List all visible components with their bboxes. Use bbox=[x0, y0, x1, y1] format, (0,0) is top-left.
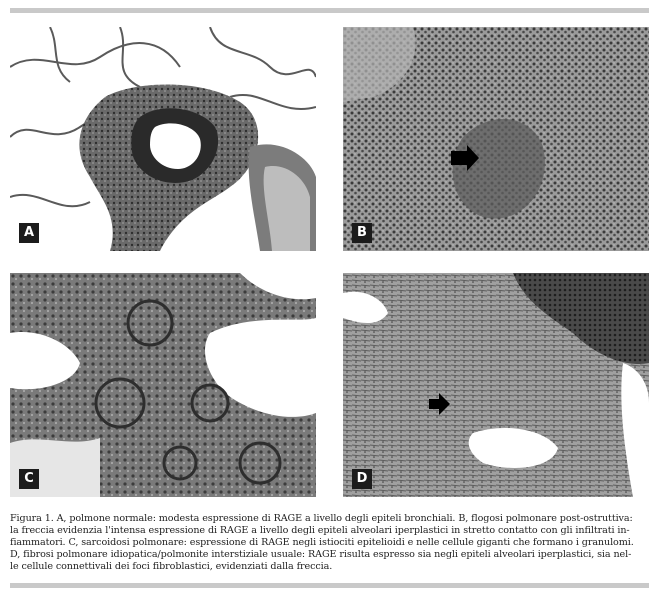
figure-caption bbox=[10, 513, 650, 573]
caption-line: la freccia evidenzia l'intensa espressione di RAGE a livello degli epiteli alveolari iperplastici in stretto contatto con gli infiltrati in- bbox=[10, 525, 630, 536]
panel-b-label: B bbox=[352, 223, 372, 243]
top-rule bbox=[10, 8, 649, 13]
panel-c-micrograph bbox=[10, 273, 316, 497]
bottom-rule bbox=[10, 583, 649, 588]
caption-line: fiammatori. C, sarcoidosi polmonare: espressione di RAGE negli istiociti epitelioidi e nelle cellule giganti che formano i granulomi. bbox=[10, 537, 634, 548]
panel-c-image bbox=[10, 273, 316, 497]
caption-line: D, fibrosi polmonare idiopatica/polmonite interstiziale usuale: RAGE risulta espresso sia negli epiteli alveolari iperplastici, sia nel- bbox=[10, 549, 632, 560]
panel-b-image bbox=[343, 27, 649, 251]
panel-b-micrograph bbox=[343, 27, 649, 251]
panel-c-label: C bbox=[19, 469, 39, 489]
panel-a-label: A bbox=[19, 223, 39, 243]
panel-d-label: D bbox=[352, 469, 372, 489]
panel-a-micrograph bbox=[10, 27, 316, 251]
caption-line: Figura 1. A, polmone normale: modesta espressione di RAGE a livello degli epiteli bronchiali. B, flogosi polmonare post-ostruttiva: bbox=[10, 513, 633, 524]
panel-d-micrograph bbox=[343, 273, 649, 497]
panel-d-image bbox=[343, 273, 649, 497]
panel-a-image bbox=[10, 27, 316, 251]
caption-line: le cellule connettivali dei foci fibroblastici, evidenziati dalla freccia. bbox=[10, 561, 333, 572]
